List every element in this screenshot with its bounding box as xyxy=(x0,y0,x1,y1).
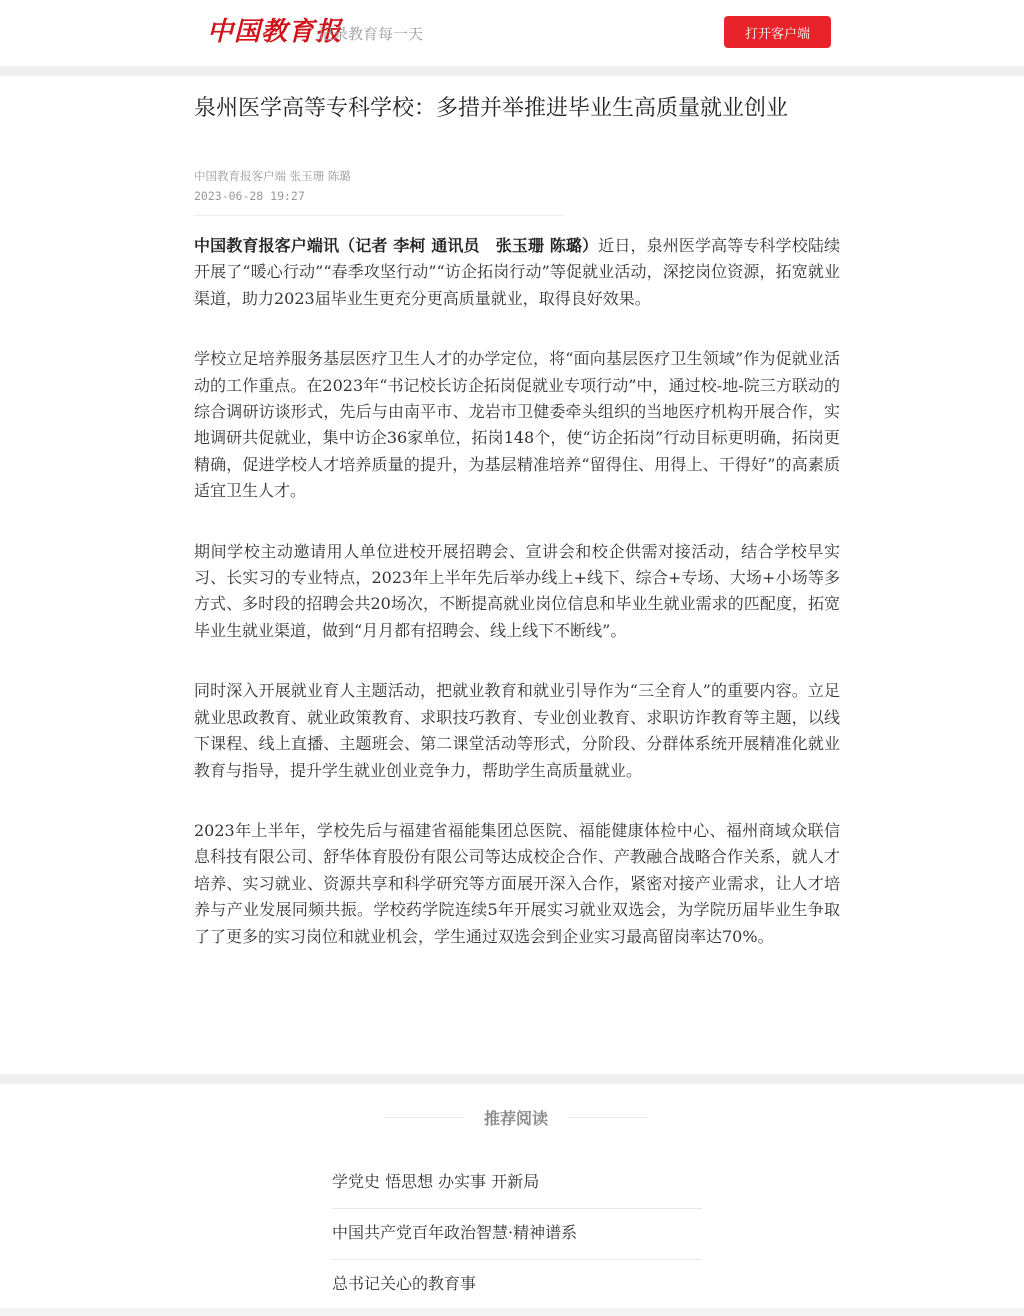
article-paragraph-text: 近日，泉州医学高等专科学校陆续开展了“暖心行动”“春季攻坚行动”“访企拓岗行动”等促就业活动，深挖岗位资源，拓宽就业渠道，助力2023届毕业生更充分更高质量就业，取得良好效果。 xyxy=(194,236,840,308)
top-bar xyxy=(0,0,1024,66)
article-body xyxy=(194,233,840,984)
site-logo[interactable]: 中国教育报 xyxy=(207,17,343,47)
footer-divider xyxy=(0,1074,1024,1084)
recommend-header xyxy=(384,1104,648,1130)
open-app-button[interactable]: 打开客户端 xyxy=(724,16,831,48)
recommend-item[interactable]: 中国共产党百年政治智慧·精神谱系 xyxy=(332,1209,702,1260)
article-paragraph: 2023年上半年，学校先后与福建省福能集团总医院、福能健康体检中心、福州商域众联信息科技有限公司、舒华体育股份有限公司等达成校企合作、产教融合战略合作关系，就人才培养、实习就业、资源共享和科学研究等方面展开深入合作，紧密对接产业需求，让人才培养与产业发展同频共振。学校药学院连续5年开展实习就业双选会，为学院历届毕业生争取了了更多的实习岗位和就业机会，学生通过双选会到企业实习最高留岗率达70%。 xyxy=(194,820,840,946)
article-source: 中国教育报客户端 张玉珊 陈璐 xyxy=(194,169,351,183)
recommend-line-right xyxy=(568,1117,648,1118)
recommend-item[interactable]: 总书记关心的教育事 xyxy=(332,1274,477,1293)
site-slogan: 记录教育每一天 xyxy=(318,25,424,43)
bottom-divider xyxy=(0,1308,1024,1316)
article-paragraph: 期间学校主动邀请用人单位进校开展招聘会、宣讲会和校企供需对接活动，结合学校早实习、长实习的专业特点，2023年上半年先后举办线上+线下、综合+专场、大场+小场等多方式、多时段的招聘会共20场次，不断提高就业岗位信息和毕业生就业需求的匹配度，拓宽毕业生就业渠道，做到“月月都有招聘会、线上线下不断线”。 xyxy=(194,541,840,640)
article-paragraph: 学校立足培养服务基层医疗卫生人才的办学定位，将“面向基层医疗卫生领域”作为促就业活动的工作重点。在2023年“书记校长访企拓岗促就业专项行动”中，通过校-地-院三方联动的综合调研访谈形式，先后与由南平市、龙岩市卫健委牵头组织的当地医疗机构开展合作，实地调研共促就业，集中访企36家单位，拓岗148个，使“访企拓岗”行动目标更明确，拓岗更精确，促进学校人才培养质量的提升，为基层精准培养“留得住、用得上、干得好”的高素质适宜卫生人才。 xyxy=(194,349,840,501)
recommend-title: 推荐阅读 xyxy=(483,1109,548,1128)
recommend-item[interactable]: 学党史 悟思想 办实事 开新局 xyxy=(332,1158,702,1209)
article-paragraph xyxy=(194,233,840,312)
article-datetime: 2023-06-28 19:27 xyxy=(194,189,305,203)
article-lead: 中国教育报客户端讯（记者 李柯 通讯员 张玉珊 陈璐） xyxy=(194,236,599,255)
header-divider xyxy=(0,66,1024,76)
recommend-list xyxy=(332,1158,702,1310)
article-paragraph: 同时深入开展就业育人主题活动，把就业教育和就业引导作为“三全育人”的重要内容。立足就业思政教育、就业政策教育、求职技巧教育、专业创业教育、求职访诈教育等主题，以线下课程、线上直播、主题班会、第二课堂活动等形式，分阶段、分群体系统开展精准化就业教育与指导，提升学生就业创业竞争力，帮助学生高质量就业。 xyxy=(194,681,840,780)
meta-divider xyxy=(194,215,564,216)
article-title: 泉州医学高等专科学校：多措并举推进毕业生高质量就业创业 xyxy=(194,96,789,121)
